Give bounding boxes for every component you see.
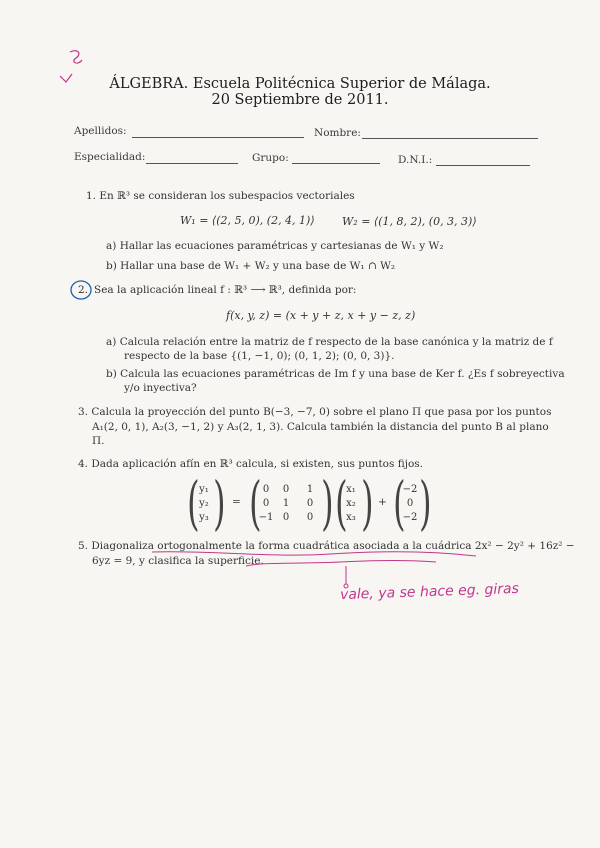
plus-sign: + [378, 496, 387, 508]
q2-b-line2: y/o inyectiva? [124, 382, 197, 394]
q2-intro: Sea la aplicación lineal f : ℝ³ ⟶ ℝ³, definida por: [94, 284, 357, 296]
nombre-label: Nombre: [314, 127, 361, 139]
x-entry: x₁ [346, 484, 356, 495]
q1-b: b) Hallar una base de W₁ + W₂ y una base de W₁ ∩ W₂ [106, 260, 396, 272]
especialidad-field[interactable] [146, 163, 238, 164]
q2-number: 2. [78, 284, 89, 296]
m-entry: 1 [282, 498, 290, 509]
exam-date: 20 Septiembre de 2011. [211, 92, 389, 108]
y-entry: y₁ [199, 484, 209, 495]
apellidos-field[interactable] [132, 137, 304, 138]
paren-left-icon: ( [393, 469, 406, 537]
m-entry: 0 [306, 498, 314, 509]
m-entry: 0 [282, 512, 290, 523]
paren-right-icon: ) [213, 469, 226, 537]
x-entry: x₂ [346, 498, 356, 509]
q3-line2: A₁(2, 0, 1), A₂(3, −1, 2) y A₃(2, 1, 3). Calcula también la distancia del punto B al plano [92, 421, 549, 433]
q1-w2: W₂ = ⟨(1, 8, 2), (0, 3, 3)⟩ [342, 215, 477, 228]
equals-sign: = [232, 496, 241, 508]
m-entry: −1 [258, 512, 274, 523]
q2-formula: f(x, y, z) = (x + y + z, x + y − z, z) [226, 309, 416, 322]
handwritten-note: vale, ya se hace eg. giras [339, 580, 520, 604]
paren-left-icon: ( [249, 469, 262, 537]
m-entry: 0 [262, 498, 270, 509]
m-entry: 0 [282, 484, 290, 495]
exam-title: ÁLGEBRA. Escuela Politécnica Superior de Málaga. [109, 76, 491, 92]
q3-line1: 3. Calcula la proyección del punto B(−3, −7, 0) sobre el plano Π que pasa por los puntos [78, 406, 552, 418]
q2-a-line1: a) Calcula relación entre la matriz de f respecto de la base canónica y la matriz de f [106, 336, 553, 348]
c-entry: −2 [402, 484, 418, 495]
q1-w1: W₁ = ⟨(2, 5, 0), (2, 4, 1)⟩ [180, 214, 315, 227]
c-entry: −2 [402, 512, 418, 523]
q5-line2: 6yz = 9, y clasifica la superficie. [92, 555, 264, 567]
grupo-field[interactable] [292, 163, 380, 164]
q2-a-line2: respecto de la base {(1, −1, 0); (0, 1, 2); (0, 0, 3)}. [124, 350, 395, 362]
paren-right-icon: ) [361, 469, 374, 537]
q1-a: a) Hallar las ecuaciones paramétricas y cartesianas de W₁ y W₂ [106, 240, 444, 252]
y-entry: y₃ [199, 512, 209, 523]
q1-intro: 1. En ℝ³ se consideran los subespacios vectoriales [86, 190, 355, 202]
q2-b-line1: b) Calcula las ecuaciones paramétricas de Im f y una base de Ker f. ¿Es f sobreyectiva [106, 368, 565, 380]
q5-line1: 5. Diagonaliza ortogonalmente la forma cuadrática asociada a la cuádrica 2x² − 2y² + 16z² − [78, 540, 575, 552]
apellidos-label: Apellidos: [74, 125, 127, 137]
m-entry: 0 [306, 512, 314, 523]
x-entry: x₃ [346, 512, 356, 523]
paren-right-icon: ) [321, 469, 334, 537]
c-entry: 0 [406, 498, 414, 509]
m-entry: 1 [306, 484, 314, 495]
paren-left-icon: ( [187, 469, 200, 537]
dni-field[interactable] [436, 165, 530, 166]
paren-left-icon: ( [335, 469, 348, 537]
y-entry: y₂ [199, 498, 209, 509]
especialidad-label: Especialidad: [74, 151, 146, 163]
paren-right-icon: ) [419, 469, 432, 537]
grupo-label: Grupo: [252, 152, 289, 164]
q3-line3: Π. [92, 435, 105, 447]
nombre-field[interactable] [362, 138, 538, 139]
q4-intro: 4. Dada aplicación afín en ℝ³ calcula, si existen, sus puntos fijos. [78, 458, 424, 470]
m-entry: 0 [262, 484, 270, 495]
dni-label: D.N.I.: [398, 154, 433, 166]
